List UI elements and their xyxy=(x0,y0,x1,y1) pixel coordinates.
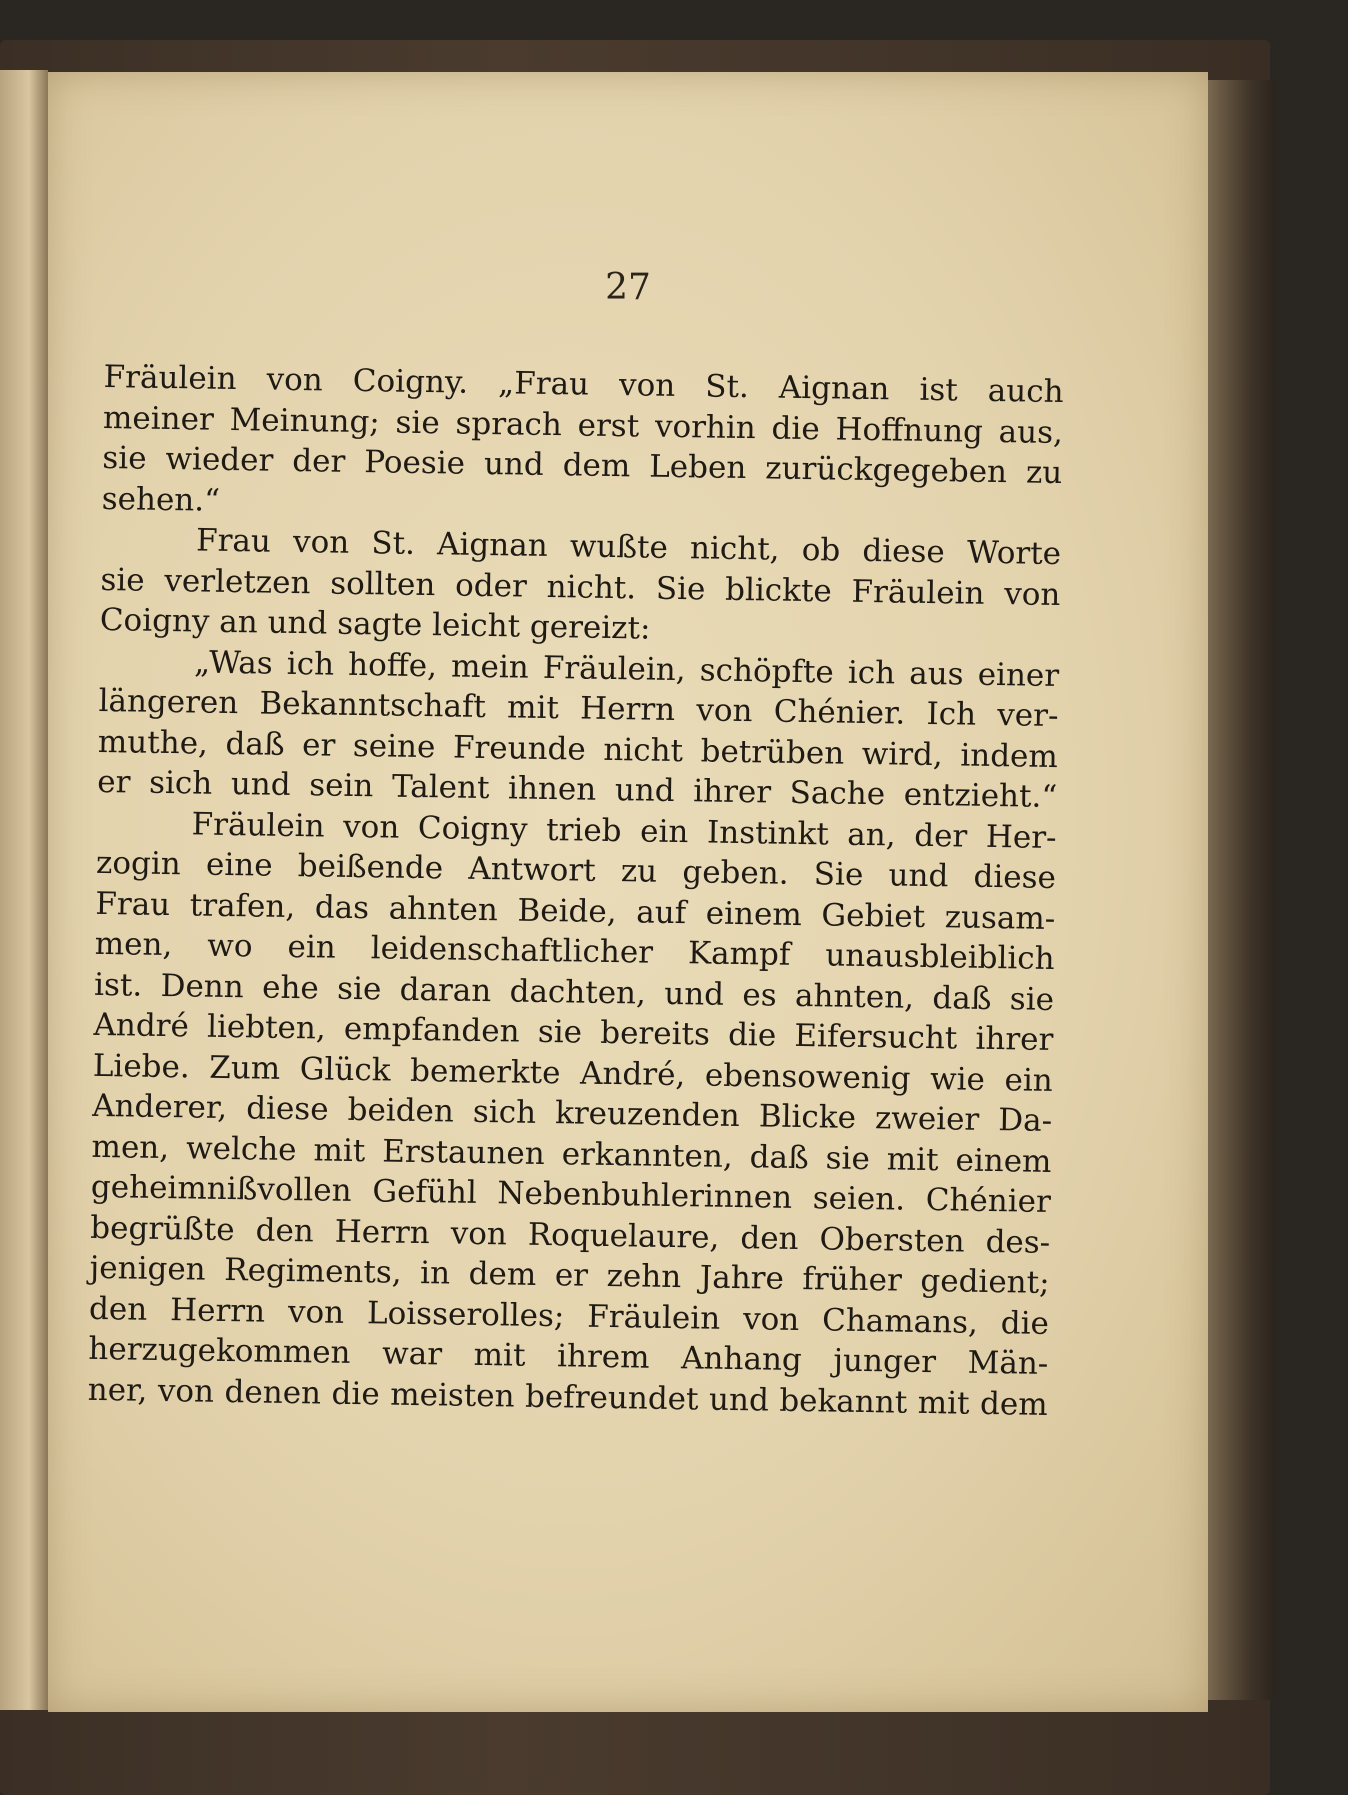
text-line: Anderer, diese beiden sich kreuzenden Blicke zweier Da- xyxy=(91,1087,1053,1139)
text-line: jenigen Regiments, in dem er zehn Jahre früher gedient; xyxy=(89,1249,1050,1301)
text-line: men, welche mit Erstaunen erkannten, daß sie mit einem xyxy=(91,1128,1052,1180)
text-line: men, wo ein leidenschaftlicher Kampf unausbleiblich xyxy=(94,925,1055,978)
text-line: herzugekommen war mit ihrem Anhang junger Män- xyxy=(88,1330,1049,1382)
text-line: Fräulein von Coigny. „Frau von St. Aignan ist auch xyxy=(103,358,1064,411)
text-line: sie verletzen sollten oder nicht. Sie blickte Fräulein von xyxy=(100,561,1061,613)
page-number: 27 xyxy=(605,267,651,308)
text-line: André liebten, empfanden sie bereits die Eifersucht ihrer xyxy=(93,1006,1054,1058)
text-line: Liebe. Zum Glück bemerkte André, ebensowenig wie ein xyxy=(92,1047,1054,1099)
text-line: den Herrn von Loisserolles; Fräulein von Chamans, die xyxy=(88,1290,1050,1342)
text-line: sehen.“ xyxy=(101,480,221,519)
text-line: begrüßte den Herrn von Roquelaure, den Obersten des- xyxy=(90,1209,1051,1261)
text-line: zogin eine beißende Antwort zu geben. Sie und diese xyxy=(95,844,1057,897)
text-line: Fräulein von Coigny trieb ein Instinkt an, der Her- xyxy=(191,805,1057,856)
text-line: Frau von St. Aignan wußte nicht, ob diese Worte xyxy=(195,522,1062,573)
text-line: meiner Meinung; sie sprach erst vorhin die Hoffnung aus, xyxy=(102,399,1064,451)
text-line: „Was ich hoffe, mein Fräulein, schöpfte ich aus einer xyxy=(193,643,1060,694)
text-line: ner, von denen die meisten befreundet und bekannt mit dem xyxy=(87,1371,1048,1423)
body-text xyxy=(87,357,1063,1425)
text-line: sie wieder der Poesie und dem Leben zurückgegeben zu xyxy=(102,439,1063,492)
text-line: geheimnißvollen Gefühl Nebenbuhlerinnen seien. Chénier xyxy=(90,1168,1052,1220)
text-line: Frau trafen, das ahnten Beide, auf einem Gebiet zusam- xyxy=(95,885,1056,937)
text-line: ist. Denn ehe sie daran dachten, und es ahnten, daß sie xyxy=(93,966,1055,1018)
text-line: Coigny an und sagte leicht gereizt: xyxy=(99,601,651,647)
text-line: längeren Bekanntschaft mit Herrn von Chénier. Ich ver- xyxy=(98,682,1059,735)
book-page xyxy=(48,72,1208,1712)
text-line: er sich und sein Talent ihnen und ihrer Sache entzieht.“ xyxy=(97,763,1058,816)
facing-page-edge xyxy=(0,70,48,1710)
text-line: muthe, daß er seine Freunde nicht betrüben wird, indem xyxy=(97,723,1059,775)
